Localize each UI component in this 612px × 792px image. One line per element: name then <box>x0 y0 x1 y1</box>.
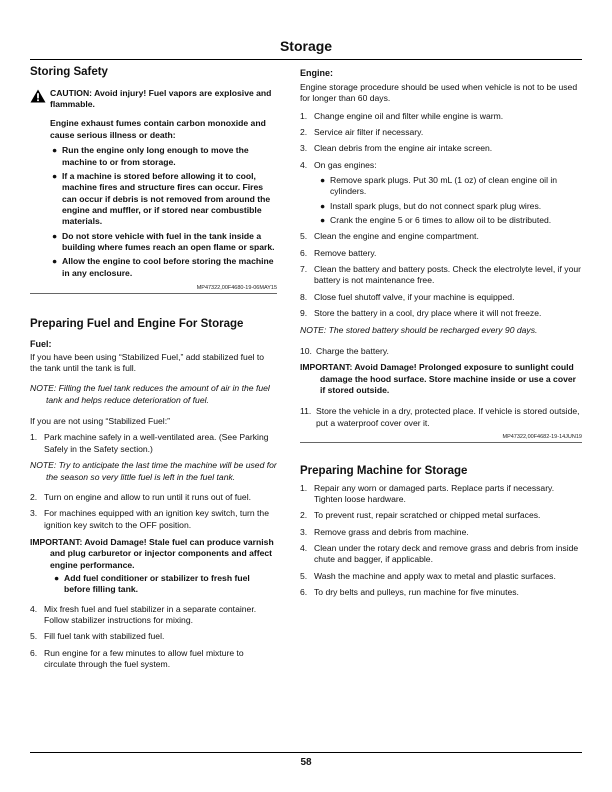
list-item: ● Run the engine only long enough to move the machine to or from storage. <box>52 145 249 167</box>
exhaust-warning: Engine exhaust fumes contain carbon monoxide and cause serious illness or death: <box>50 118 266 140</box>
bullet-icon: ● <box>52 145 58 156</box>
not-stabilized-intro: If you are not using “Stabilized Fuel:” <box>30 416 170 427</box>
list-item: 4. On gas engines: ● Remove spark plugs. Put 30 mL (1 oz) of clean engine oil in cylinders. ● Install spark plugs, but do not connect spark plug wires. ● Crank the engine 5 or 6 times to allow oil to be distributed. <box>300 160 582 227</box>
list-item: 2. To prevent rust, repair scratched or chipped metal surfaces. <box>300 510 541 521</box>
bullet-icon: ● <box>320 200 326 211</box>
list-item: 10. Charge the battery. <box>300 345 389 356</box>
list-item: 11. Store the vehicle in a dry, protected place. If vehicle is stored outside, put a waterproof cover over it. <box>300 406 580 428</box>
list-item: 5. Fill fuel tank with stabilized fuel. <box>30 631 165 642</box>
fuel-label: Fuel: <box>30 338 52 349</box>
fuel-steps-b <box>30 492 277 531</box>
machine-heading: Preparing Machine for Storage <box>300 464 468 477</box>
list-item: 6. Run engine for a few minutes to allow fuel mixture to circulate through the fuel system. <box>30 647 244 669</box>
note-fill-tank: NOTE: Filling the fuel tank reduces the amount of air in the fuel tank and helps reduce deterioration of fuel. <box>30 383 270 405</box>
warning-triangle-icon <box>30 89 46 103</box>
list-item: ● Do not store vehicle with fuel in the tank inside a building where fumes reach an open flame or spark. <box>52 230 275 252</box>
reference-code: MP47322,00F4680-19-06MAY15 <box>196 284 277 291</box>
caution-text: CAUTION: Avoid injury! Fuel vapors are explosive and flammable. <box>50 87 272 110</box>
left-column <box>30 62 277 675</box>
footer-divider <box>30 752 582 753</box>
section-divider <box>300 442 582 443</box>
bullet-icon: ● <box>52 256 58 267</box>
machine-steps <box>300 483 582 599</box>
fuel-steps-a <box>30 432 277 455</box>
fuel-engine-heading: Preparing Fuel and Engine For Storage <box>30 317 244 330</box>
list-item: ● Install spark plugs, but do not connect spark plug wires. <box>320 200 542 211</box>
reference-code: MP47322,00F4682-19-14JUN19 <box>502 433 582 440</box>
page-title: Storage <box>279 38 333 54</box>
caution-block <box>30 88 277 111</box>
list-item: 1. Park machine safely in a well-ventilated area. (See Parking Safely in the Safety section.) <box>30 432 269 454</box>
storing-safety-heading: Storing Safety <box>30 66 108 78</box>
list-item: 2. Turn on engine and allow to run until it runs out of fuel. <box>30 491 252 502</box>
list-item: 4. Mix fresh fuel and fuel stabilizer in a separate container. Follow stabilizer instructions for mixing. <box>30 603 257 625</box>
list-item: 3. For machines equipped with an ignition key switch, turn the ignition key switch to the OFF position. <box>30 508 269 530</box>
engine-steps-c <box>300 406 582 429</box>
stabilized-intro: If you have been using “Stabilized Fuel,” add stabilized fuel to the tank until the tank is full. <box>30 351 265 374</box>
bullet-icon: ● <box>54 572 60 583</box>
engine-intro: Engine storage procedure should be used when vehicle is not to be used for longer than 60 days. <box>300 82 578 104</box>
bullet-icon: ● <box>320 215 326 226</box>
list-item: 6. To dry belts and pulleys, run machine for five minutes. <box>300 587 519 598</box>
safety-bullets <box>50 145 277 279</box>
list-item: ● Crank the engine 5 or 6 times to allow oil to be distributed. <box>320 215 552 226</box>
important-bullets <box>30 573 277 596</box>
list-item: 7. Clean the battery and battery posts. Check the electrolyte level, if your battery is not maintenance free. <box>300 264 582 286</box>
note-recharge: NOTE: The stored battery should be recharged every 90 days. <box>300 324 538 335</box>
list-item: 3. Clean debris from the engine air intake screen. <box>300 143 493 154</box>
engine-steps-a <box>300 111 582 320</box>
list-item: ● Remove spark plugs. Put 30 mL (1 oz) of clean engine oil in cylinders. <box>320 175 558 197</box>
important-sunlight: IMPORTANT: Avoid Damage! Prolonged exposure to sunlight could damage the hood surface. Store machine inside or use a cover if stored outside. <box>300 362 576 395</box>
list-item: 6. Remove battery. <box>300 247 377 258</box>
bullet-icon: ● <box>320 175 326 186</box>
right-column <box>300 62 582 603</box>
list-item: 4. Clean under the rotary deck and remove grass and debris from inside chute and bagger, if applicable. <box>300 543 579 565</box>
list-item: 1. Repair any worn or damaged parts. Replace parts if necessary. Tighten loose hardware. <box>300 482 555 505</box>
note-last-use: NOTE: Try to anticipate the last time the machine will be used for the season so very little fuel is left in the fuel tank. <box>30 460 277 482</box>
list-item: 5. Clean the engine and engine compartment. <box>300 231 479 242</box>
bullet-icon: ● <box>52 230 58 241</box>
section-divider <box>30 293 277 294</box>
bullet-icon: ● <box>52 170 58 181</box>
fuel-steps-c <box>30 604 277 671</box>
engine-label: Engine: <box>300 68 333 78</box>
list-item: ● Allow the engine to cool before storing the machine in any enclosure. <box>52 256 274 278</box>
list-item: 8. Close fuel shutoff valve, if your machine is equipped. <box>300 291 515 302</box>
list-item: ● Add fuel conditioner or stabilizer to fresh fuel before filling tank. <box>54 572 250 595</box>
title-divider <box>30 59 582 60</box>
list-item: ● If a machine is stored before allowing it to cool, machine fires and structure fires can occur. Fires can occur if debris is not removed from around the engine and muffler, or if stored near combustible materials. <box>52 170 271 227</box>
list-item: 5. Wash the machine and apply wax to metal and plastic surfaces. <box>300 570 556 581</box>
list-item: 9. Store the battery in a cool, dry place where it will not freeze. <box>300 308 542 319</box>
list-item: 3. Remove grass and debris from machine. <box>300 526 469 537</box>
caution-body <box>30 118 277 278</box>
important-stale-fuel: IMPORTANT: Avoid Damage! Stale fuel can produce varnish and plug carburetor or injector components and affect engine performance. <box>30 536 274 570</box>
list-item: 2. Service air filter if necessary. <box>300 127 424 138</box>
list-item: 1. Change engine oil and filter while engine is warm. <box>300 110 504 121</box>
gas-engine-bullets <box>318 175 582 226</box>
page-number: 58 <box>300 757 312 768</box>
engine-steps-b <box>300 346 582 357</box>
